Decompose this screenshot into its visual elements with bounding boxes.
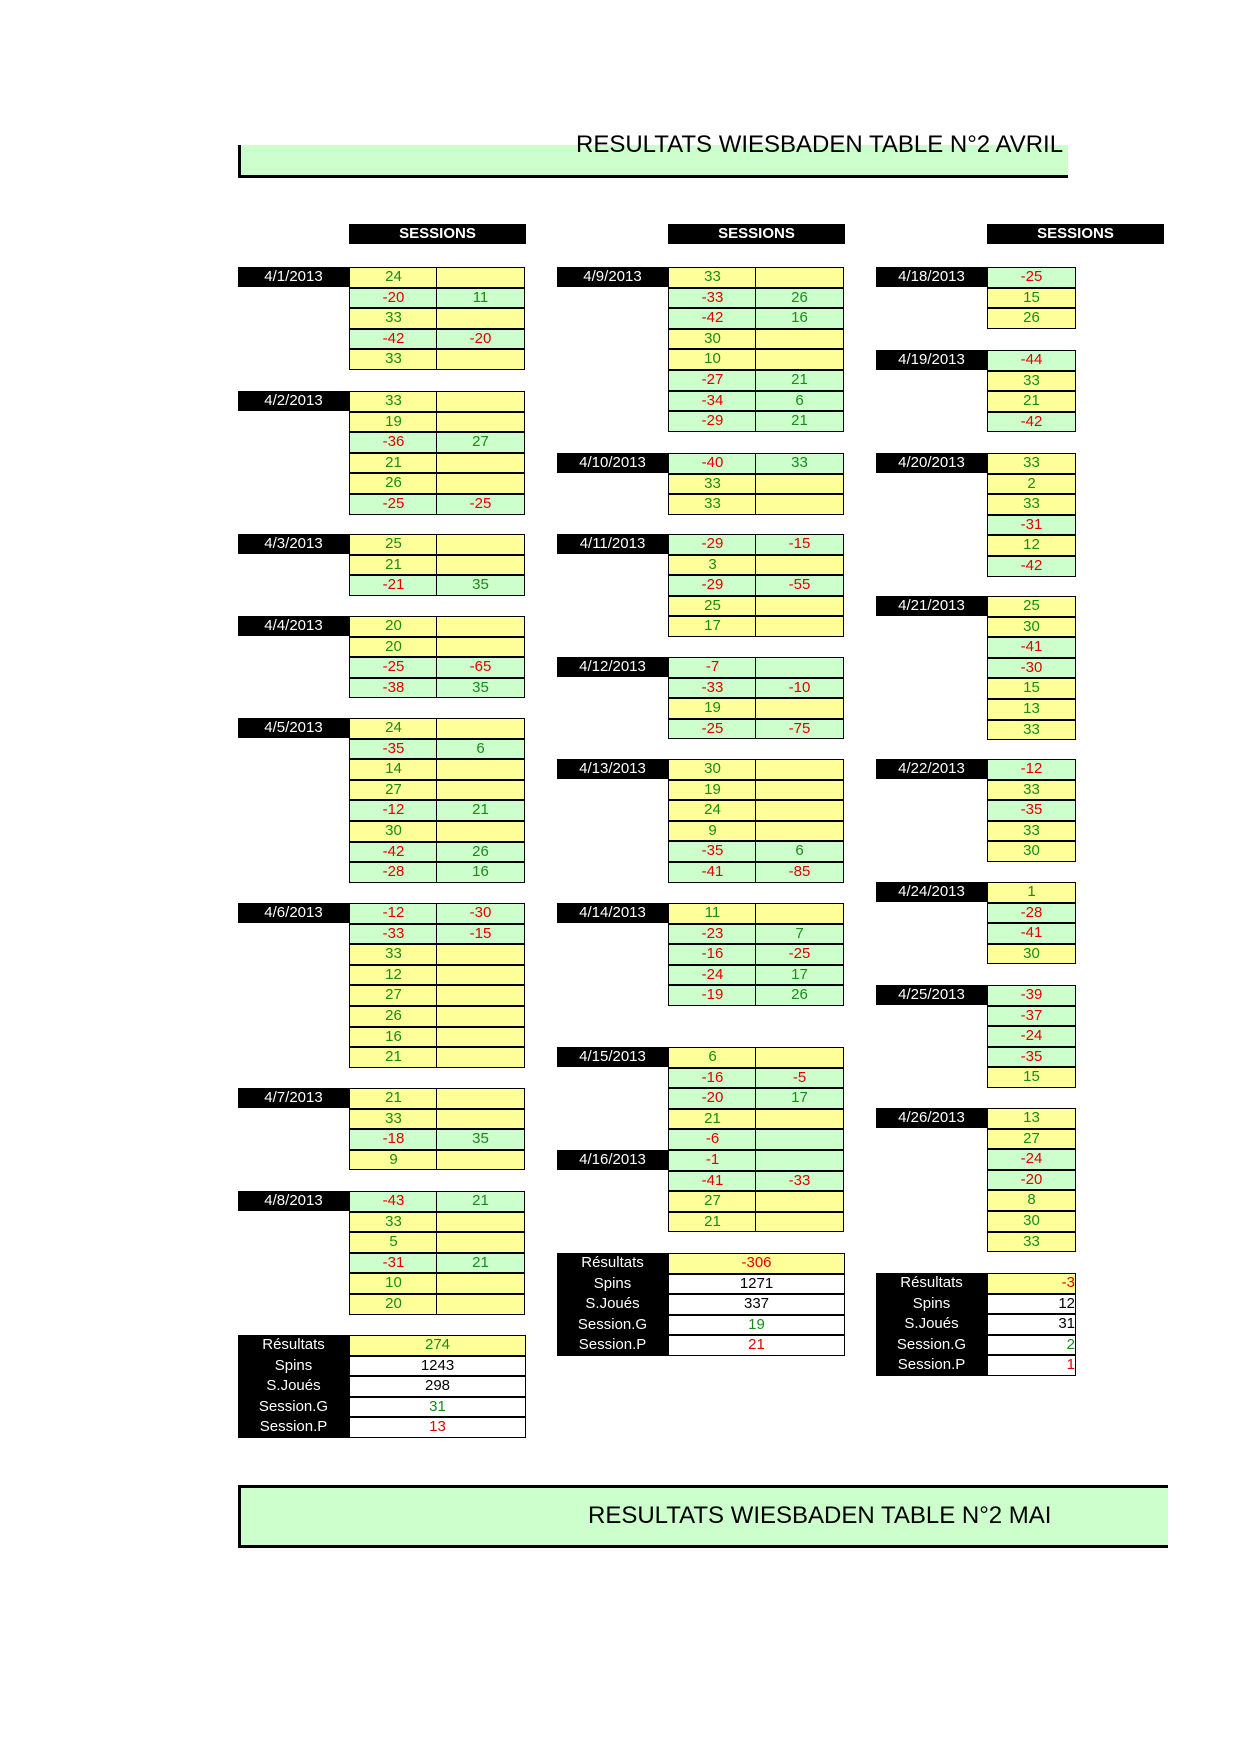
session-result-cell: -36 [349, 432, 438, 453]
session-result-cell: 30 [668, 759, 757, 780]
summary-label: Spins [876, 1294, 987, 1315]
session-result-cell: -33 [668, 678, 757, 699]
session-result-cell: 33 [349, 1212, 438, 1233]
session-result-cell: 21 [349, 555, 438, 576]
day-date: 4/12/2013 [557, 657, 668, 677]
session-result-cell: 33 [349, 1109, 438, 1130]
day-date: 4/16/2013 [557, 1150, 668, 1170]
session-result-cell: -31 [349, 1253, 438, 1274]
session-total-cell [755, 698, 844, 719]
session-result-cell: -41 [987, 637, 1076, 658]
session-result-cell: 27 [349, 780, 438, 801]
session-total-cell [436, 637, 525, 658]
session-total-cell [436, 1027, 525, 1048]
session-total-cell [755, 657, 844, 678]
sessions-header: SESSIONS [668, 224, 845, 244]
session-result-cell: -25 [987, 267, 1076, 288]
session-result-cell: -25 [349, 657, 438, 678]
session-result-cell: 8 [987, 1190, 1076, 1211]
day-date: 4/20/2013 [876, 453, 987, 473]
summary-sjoues-value: 31 [987, 1314, 1076, 1335]
session-result-cell: 25 [987, 596, 1076, 617]
session-result-cell: 14 [349, 759, 438, 780]
session-total-cell: 35 [436, 1129, 525, 1150]
session-total-cell: -55 [755, 575, 844, 596]
session-result-cell: -43 [349, 1191, 438, 1212]
summary-spins-value: 1271 [668, 1274, 845, 1295]
session-result-cell: 19 [349, 412, 438, 433]
session-result-cell: -20 [987, 1170, 1076, 1191]
session-result-cell: 27 [668, 1191, 757, 1212]
session-result-cell: 9 [349, 1150, 438, 1171]
session-total-cell [436, 267, 525, 288]
day-date: 4/2/2013 [238, 391, 349, 411]
session-total-cell: 6 [755, 391, 844, 412]
session-total-cell [436, 1047, 525, 1068]
session-result-cell: -35 [349, 739, 438, 760]
session-total-cell: -25 [436, 494, 525, 515]
session-total-cell: 21 [436, 1191, 525, 1212]
session-total-cell [755, 1212, 844, 1233]
summary-label: Session.P [557, 1335, 668, 1356]
session-result-cell: 25 [349, 534, 438, 555]
session-total-cell [755, 596, 844, 617]
session-result-cell: 16 [349, 1027, 438, 1048]
session-total-cell [755, 349, 844, 370]
session-total-cell [436, 821, 525, 842]
session-result-cell: -41 [668, 1171, 757, 1192]
session-result-cell: 21 [349, 1047, 438, 1068]
session-result-cell: -19 [668, 985, 757, 1006]
session-total-cell [755, 903, 844, 924]
session-result-cell: 30 [987, 841, 1076, 862]
session-result-cell: 15 [987, 678, 1076, 699]
session-result-cell: -44 [987, 350, 1076, 371]
summary-label: Résultats [238, 1335, 349, 1356]
session-result-cell: 6 [668, 1047, 757, 1068]
session-result-cell: 33 [987, 780, 1076, 801]
session-result-cell: 5 [349, 1232, 438, 1253]
session-total-cell: -65 [436, 657, 525, 678]
day-date: 4/18/2013 [876, 267, 987, 287]
session-total-cell: 21 [755, 411, 844, 432]
session-total-cell: 6 [755, 841, 844, 862]
session-result-cell: 33 [349, 349, 438, 370]
day-date: 4/14/2013 [557, 903, 668, 923]
session-total-cell [436, 308, 525, 329]
session-total-cell [755, 474, 844, 495]
session-result-cell: 27 [987, 1129, 1076, 1150]
session-total-cell [436, 1150, 525, 1171]
session-total-cell: 11 [436, 288, 525, 309]
session-total-cell: 35 [436, 678, 525, 699]
day-date: 4/9/2013 [557, 267, 668, 287]
session-result-cell: -24 [668, 965, 757, 986]
session-result-cell: -39 [987, 985, 1076, 1006]
session-result-cell: 19 [668, 698, 757, 719]
session-result-cell: -21 [349, 575, 438, 596]
session-total-cell [755, 267, 844, 288]
session-total-cell: 17 [755, 965, 844, 986]
summary-sessiong-value: 2 [987, 1335, 1076, 1356]
session-total-cell [755, 1129, 844, 1150]
session-result-cell: 20 [349, 637, 438, 658]
session-total-cell [436, 1294, 525, 1315]
session-total-cell [436, 534, 525, 555]
session-result-cell: 21 [987, 391, 1076, 412]
session-result-cell: 2 [987, 474, 1076, 495]
session-total-cell: 16 [755, 308, 844, 329]
day-date: 4/24/2013 [876, 882, 987, 902]
session-result-cell: -1 [668, 1150, 757, 1171]
session-result-cell: -42 [349, 842, 438, 863]
session-result-cell: -12 [349, 800, 438, 821]
session-total-cell [755, 1150, 844, 1171]
summary-sjoues-value: 298 [349, 1376, 526, 1397]
day-date: 4/8/2013 [238, 1191, 349, 1211]
session-total-cell [755, 494, 844, 515]
session-total-cell: 26 [755, 985, 844, 1006]
session-result-cell: 21 [349, 1088, 438, 1109]
sessions-header: SESSIONS [349, 224, 526, 244]
session-total-cell [436, 1212, 525, 1233]
session-result-cell: -35 [987, 800, 1076, 821]
day-date: 4/25/2013 [876, 985, 987, 1005]
session-result-cell: 11 [668, 903, 757, 924]
session-total-cell: 33 [755, 453, 844, 474]
session-total-cell: 27 [436, 432, 525, 453]
month-banner-may [238, 1485, 1168, 1548]
session-result-cell: -16 [668, 944, 757, 965]
summary-resultats-value: -3 [987, 1273, 1076, 1294]
session-total-cell [436, 349, 525, 370]
session-result-cell: -18 [349, 1129, 438, 1150]
session-total-cell: 35 [436, 575, 525, 596]
summary-label: Résultats [876, 1273, 987, 1294]
session-result-cell: 33 [668, 494, 757, 515]
session-result-cell: 26 [349, 1006, 438, 1027]
session-result-cell: -38 [349, 678, 438, 699]
session-result-cell: 30 [987, 944, 1076, 965]
summary-sessiong-value: 31 [349, 1397, 526, 1418]
session-result-cell: 26 [987, 308, 1076, 329]
session-result-cell: -41 [668, 862, 757, 883]
session-total-cell [436, 965, 525, 986]
session-total-cell: -75 [755, 719, 844, 740]
session-result-cell: 33 [668, 267, 757, 288]
session-result-cell: 10 [668, 349, 757, 370]
session-total-cell: -5 [755, 1068, 844, 1089]
session-result-cell: 33 [987, 494, 1076, 515]
session-result-cell: -24 [987, 1026, 1076, 1047]
session-total-cell [755, 1191, 844, 1212]
session-total-cell: -15 [436, 924, 525, 945]
session-result-cell: -42 [987, 556, 1076, 577]
session-result-cell: 21 [349, 453, 438, 474]
session-result-cell: 25 [668, 596, 757, 617]
session-total-cell: -30 [436, 903, 525, 924]
session-total-cell: 7 [755, 924, 844, 945]
session-result-cell: -25 [349, 494, 438, 515]
session-total-cell: 17 [755, 1088, 844, 1109]
session-result-cell: 12 [349, 965, 438, 986]
results-column-1 [238, 224, 528, 1436]
session-result-cell: 24 [349, 718, 438, 739]
session-result-cell: -40 [668, 453, 757, 474]
session-result-cell: -31 [987, 515, 1076, 536]
session-result-cell: -41 [987, 923, 1076, 944]
session-result-cell: 33 [349, 944, 438, 965]
session-result-cell: -20 [349, 288, 438, 309]
session-result-cell: -24 [987, 1149, 1076, 1170]
session-result-cell: 27 [349, 985, 438, 1006]
summary-resultats-value: 274 [349, 1335, 526, 1356]
summary-resultats-value: -306 [668, 1253, 845, 1274]
summary-sessionp-value: 1 [987, 1355, 1076, 1376]
summary-label: Session.G [557, 1315, 668, 1336]
session-total-cell: 16 [436, 862, 525, 883]
session-result-cell: 17 [668, 616, 757, 637]
session-total-cell [436, 759, 525, 780]
day-date: 4/26/2013 [876, 1108, 987, 1128]
session-total-cell [755, 616, 844, 637]
session-total-cell [436, 1273, 525, 1294]
session-result-cell: 33 [668, 474, 757, 495]
session-result-cell: 33 [349, 391, 438, 412]
session-result-cell: 24 [668, 800, 757, 821]
session-total-cell [436, 780, 525, 801]
session-result-cell: 10 [349, 1273, 438, 1294]
session-total-cell [755, 1109, 844, 1130]
session-result-cell: -35 [987, 1047, 1076, 1068]
session-total-cell: 21 [436, 1253, 525, 1274]
summary-spins-value: 12 [987, 1294, 1076, 1315]
session-total-cell [436, 985, 525, 1006]
day-date: 4/19/2013 [876, 350, 987, 370]
session-total-cell [755, 555, 844, 576]
session-result-cell: 3 [668, 555, 757, 576]
session-total-cell [436, 718, 525, 739]
session-total-cell: 21 [436, 800, 525, 821]
summary-label: S.Joués [238, 1376, 349, 1397]
session-total-cell: 26 [755, 288, 844, 309]
session-total-cell [755, 780, 844, 801]
summary-label: S.Joués [557, 1294, 668, 1315]
session-result-cell: 1 [987, 882, 1076, 903]
day-date: 4/22/2013 [876, 759, 987, 779]
session-total-cell [755, 800, 844, 821]
summary-label: S.Joués [876, 1314, 987, 1335]
day-date: 4/21/2013 [876, 596, 987, 616]
session-result-cell: 33 [987, 821, 1076, 842]
session-result-cell: -29 [668, 411, 757, 432]
session-result-cell: 30 [987, 1211, 1076, 1232]
session-result-cell: -16 [668, 1068, 757, 1089]
session-result-cell: -20 [668, 1088, 757, 1109]
session-total-cell: 21 [755, 370, 844, 391]
session-total-cell [436, 1006, 525, 1027]
session-result-cell: -33 [349, 924, 438, 945]
session-total-cell [436, 412, 525, 433]
summary-label: Spins [238, 1356, 349, 1377]
summary-sessionp-value: 13 [349, 1417, 526, 1438]
day-date: 4/15/2013 [557, 1047, 668, 1067]
session-result-cell: -34 [668, 391, 757, 412]
day-date: 4/7/2013 [238, 1088, 349, 1108]
session-result-cell: -23 [668, 924, 757, 945]
session-total-cell: -10 [755, 678, 844, 699]
session-total-cell [436, 555, 525, 576]
session-result-cell: 30 [349, 821, 438, 842]
session-result-cell: -6 [668, 1129, 757, 1150]
session-total-cell [436, 453, 525, 474]
session-result-cell: -42 [668, 308, 757, 329]
sessions-header: SESSIONS [987, 224, 1164, 244]
session-result-cell: 19 [668, 780, 757, 801]
session-total-cell [436, 473, 525, 494]
session-result-cell: -7 [668, 657, 757, 678]
day-date: 4/6/2013 [238, 903, 349, 923]
session-result-cell: 21 [668, 1109, 757, 1130]
results-column-3 [876, 224, 1165, 1424]
session-result-cell: 20 [349, 616, 438, 637]
session-result-cell: 33 [987, 371, 1076, 392]
day-date: 4/5/2013 [238, 718, 349, 738]
session-result-cell: 24 [349, 267, 438, 288]
session-result-cell: -27 [668, 370, 757, 391]
summary-label: Session.G [238, 1397, 349, 1418]
session-result-cell: 33 [349, 308, 438, 329]
session-total-cell: 26 [436, 842, 525, 863]
session-result-cell: -33 [668, 288, 757, 309]
banner-title: RESULTATS WIESBADEN TABLE N°2 MAI [588, 1502, 1052, 1529]
session-result-cell: 33 [987, 453, 1076, 474]
session-total-cell [436, 1232, 525, 1253]
session-total-cell: -20 [436, 329, 525, 350]
day-date: 4/3/2013 [238, 534, 349, 554]
session-total-cell: -33 [755, 1171, 844, 1192]
session-result-cell: -42 [987, 412, 1076, 433]
session-total-cell [436, 1088, 525, 1109]
summary-spins-value: 1243 [349, 1356, 526, 1377]
session-total-cell [436, 616, 525, 637]
session-total-cell [436, 944, 525, 965]
summary-label: Session.P [876, 1355, 987, 1376]
session-result-cell: -42 [349, 329, 438, 350]
summary-label: Résultats [557, 1253, 668, 1274]
session-result-cell: -30 [987, 658, 1076, 679]
summary-label: Spins [557, 1274, 668, 1295]
session-total-cell: -25 [755, 944, 844, 965]
session-total-cell [755, 821, 844, 842]
session-total-cell [436, 391, 525, 412]
day-date: 4/1/2013 [238, 267, 349, 287]
session-result-cell: -37 [987, 1006, 1076, 1027]
banner-title: RESULTATS WIESBADEN TABLE N°2 AVRIL [576, 131, 1064, 158]
session-result-cell: 9 [668, 821, 757, 842]
session-total-cell [755, 329, 844, 350]
session-total-cell: -15 [755, 534, 844, 555]
session-result-cell: 30 [668, 329, 757, 350]
session-result-cell: 30 [987, 617, 1076, 638]
session-result-cell: -12 [349, 903, 438, 924]
day-date: 4/11/2013 [557, 534, 668, 554]
session-result-cell: 20 [349, 1294, 438, 1315]
session-result-cell: 12 [987, 535, 1076, 556]
session-result-cell: 13 [987, 1108, 1076, 1129]
summary-sjoues-value: 337 [668, 1294, 845, 1315]
session-result-cell: 13 [987, 699, 1076, 720]
session-total-cell: 6 [436, 739, 525, 760]
session-total-cell [755, 759, 844, 780]
session-result-cell: 15 [987, 1067, 1076, 1088]
session-result-cell: -35 [668, 841, 757, 862]
month-banner-april [238, 131, 1068, 178]
summary-sessiong-value: 19 [668, 1315, 845, 1336]
session-result-cell: -29 [668, 575, 757, 596]
day-date: 4/10/2013 [557, 453, 668, 473]
session-result-cell: -28 [987, 903, 1076, 924]
session-result-cell: -28 [349, 862, 438, 883]
session-result-cell: -25 [668, 719, 757, 740]
summary-label: Session.P [238, 1417, 349, 1438]
session-result-cell: -12 [987, 759, 1076, 780]
summary-sessionp-value: 21 [668, 1335, 845, 1356]
session-result-cell: -29 [668, 534, 757, 555]
session-total-cell [436, 1109, 525, 1130]
session-total-cell: -85 [755, 862, 844, 883]
day-date: 4/13/2013 [557, 759, 668, 779]
session-total-cell [755, 1047, 844, 1068]
day-date: 4/4/2013 [238, 616, 349, 636]
session-result-cell: 33 [987, 1232, 1076, 1253]
session-result-cell: 33 [987, 720, 1076, 741]
results-column-2 [557, 224, 847, 1424]
session-result-cell: 26 [349, 473, 438, 494]
session-result-cell: 15 [987, 288, 1076, 309]
session-result-cell: 21 [668, 1212, 757, 1233]
summary-label: Session.G [876, 1335, 987, 1356]
